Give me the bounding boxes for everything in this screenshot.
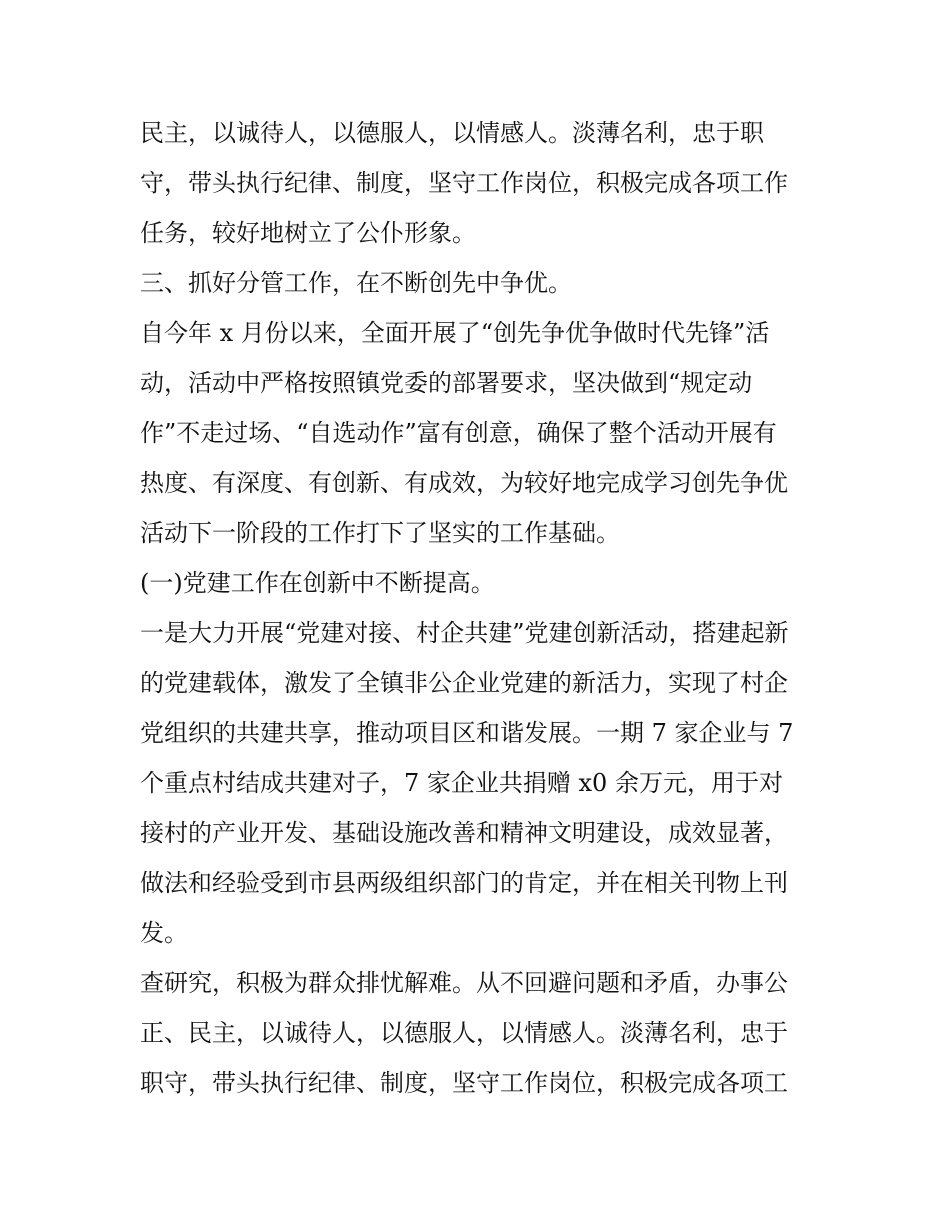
document-body [140,108,820,1108]
text-line: 动，活动中严格按照镇党委的部署要求，坚决做到“规定动 [140,369,753,397]
text-line: 个重点村结成共建对子，7 家企业共捐赠 x0 余万元，用于对 [140,769,783,797]
text-line: 守，带头执行纪律、制度，坚守工作岗位，积极完成各项工作 [140,169,788,197]
text-line: 接村的产业开发、基础设施改善和精神文明建设，成效显著， [140,819,788,847]
text-line: 正、民主，以诚待人，以德服人，以情感人。淡薄名利，忠于 [140,1019,788,1047]
text-line: 的党建载体，激发了全镇非公企业党建的新活力，实现了村企 [140,669,788,697]
text-line: 查研究，积极为群众排忧解难。从不回避问题和矛盾，办事公 [140,969,788,997]
text-line: 热度、有深度、有创新、有成效，为较好地完成学习创先争优 [140,469,788,497]
section-heading: 三、抓好分管工作，在不断创先中争优。 [140,269,572,297]
text-line: 任务，较好地树立了公仆形象。 [140,219,476,247]
text-line: 党组织的共建共享，推动项目区和谐发展。一期 7 家企业与 7 [140,719,794,747]
subsection-heading: (一)党建工作在创新中不断提高。 [140,569,495,597]
text-line: 自今年 x 月份以来，全面开展了“创先争优争做时代先锋”活 [140,319,770,347]
text-line: 活动下一阶段的工作打下了坚实的工作基础。 [140,519,620,547]
text-line: 职守，带头执行纪律、制度，坚守工作岗位，积极完成各项工 [140,1069,788,1097]
text-line: 民主，以诚待人，以德服人，以情感人。淡薄名利，忠于职 [140,119,764,147]
text-line: 做法和经验受到市县两级组织部门的肯定，并在相关刊物上刊 [140,869,788,897]
text-line: 一是大力开展“党建对接、村企共建”党建创新活动，搭建起新 [140,619,789,647]
text-line: 作”不走过场、“自选动作”富有创意，确保了整个活动开展有 [140,419,777,447]
text-line: 发。 [140,919,188,947]
